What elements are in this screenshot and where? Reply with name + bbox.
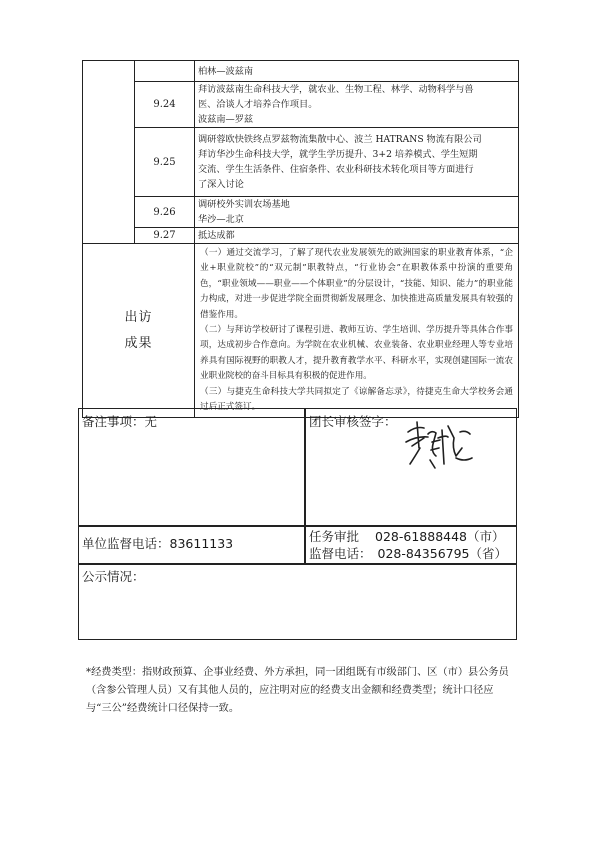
remarks-label: 备注事项： <box>82 414 145 429</box>
itinerary-date: 9.27 <box>135 228 195 244</box>
public-label: 公示情况： <box>82 569 145 584</box>
unit-phone-line <box>82 534 233 552</box>
task-phone-line <box>309 527 505 545</box>
supervise-phone-number: 028-84356795（省） <box>377 546 508 561</box>
review-label: 团长审核签字： <box>309 414 397 429</box>
remarks-line <box>82 412 157 430</box>
task-phone-label: 任务审批 <box>309 529 360 544</box>
results-row <box>83 244 519 418</box>
itinerary-row <box>83 61 519 82</box>
itinerary-table <box>82 60 519 418</box>
itinerary-spacer-cell <box>83 61 135 244</box>
results-content <box>195 244 519 418</box>
leader-signature <box>402 418 482 476</box>
itinerary-date: 9.25 <box>135 128 195 197</box>
itinerary-description: 调研校外实训农场基地 华沙—北京 <box>195 197 519 228</box>
supervise-phone-line <box>309 544 507 562</box>
itinerary-row <box>83 228 519 244</box>
itinerary-date: 9.24 <box>135 82 195 128</box>
results-label: 出访 成果 <box>83 244 195 418</box>
itinerary-date <box>135 61 195 82</box>
itinerary-row <box>83 197 519 228</box>
results-paragraph: （一）通过交流学习，了解了现代农业发展领先的欧洲国家的职业教育体系，“企业+职业院校”的“双元制”职教特点，“行业协会”在职教体系中扮演的重要角色，“职业领域——职业——个体职业”的分层设计，“技能、知识、能力”的职业能力构成，对进一步促进学院全面贯彻新发展理念、加快推进高质量发展具有较强的借鉴作用。 <box>200 248 513 320</box>
unit-phone-number: 83611133 <box>169 536 234 551</box>
itinerary-date: 9.26 <box>135 197 195 228</box>
results-paragraph: （二）与拜访学校研讨了课程引进、教师互访、学生培训、学历提升等具体合作事项，达成初步合作意向。为学院在农业机械、农业装备、农业职业经理人等专业培养具有国际视野的职教人才，提升教育教学水平、科研水平，实现创建国际一流农业职业院校的奋斗目标具有积极的促进作用。 <box>200 325 513 382</box>
task-phone-number: 028-61888448（市） <box>375 529 505 544</box>
itinerary-description: 柏林—波兹南 <box>195 61 519 82</box>
unit-phone-label: 单位监督电话： <box>82 536 170 551</box>
itinerary-row <box>83 128 519 197</box>
results-paragraph: （三）与捷克生命科技大学共同拟定了《谅解备忘录》，待捷克生命大学校务会通过后正式签订。 <box>200 386 513 413</box>
remarks-value: 无 <box>144 414 158 429</box>
itinerary-description: 拜访波兹南生命科技大学，就农业、生物工程、林学、动物科学与兽 医、洽谈人才培养合作项目。 波兹南—罗兹 <box>195 82 519 128</box>
funding-footnote: *经费类型：指财政预算、企事业经费、外方承担，同一团组既有市级部门、区（市）县公务员（含参公管理人员）又有其他人员的，应注明对应的经费支出金额和经费类型；统计口径应与“三公”经费统计口径保持一致。 <box>86 667 509 714</box>
supervise-phone-label: 监督电话： <box>309 546 372 561</box>
itinerary-description: 抵达成都 <box>195 228 519 244</box>
itinerary-row <box>83 82 519 128</box>
itinerary-description: 调研蓉欧快铁终点罗兹物流集散中心、波兰 HATRANS 物流有限公司 拜访华沙生命科技大学，就学生学历提升、3+2 培养模式、学生短期 交流、学生生活条件、住宿条件、农业科研技术转化项目等方面进行 了深入讨论 <box>195 128 519 197</box>
